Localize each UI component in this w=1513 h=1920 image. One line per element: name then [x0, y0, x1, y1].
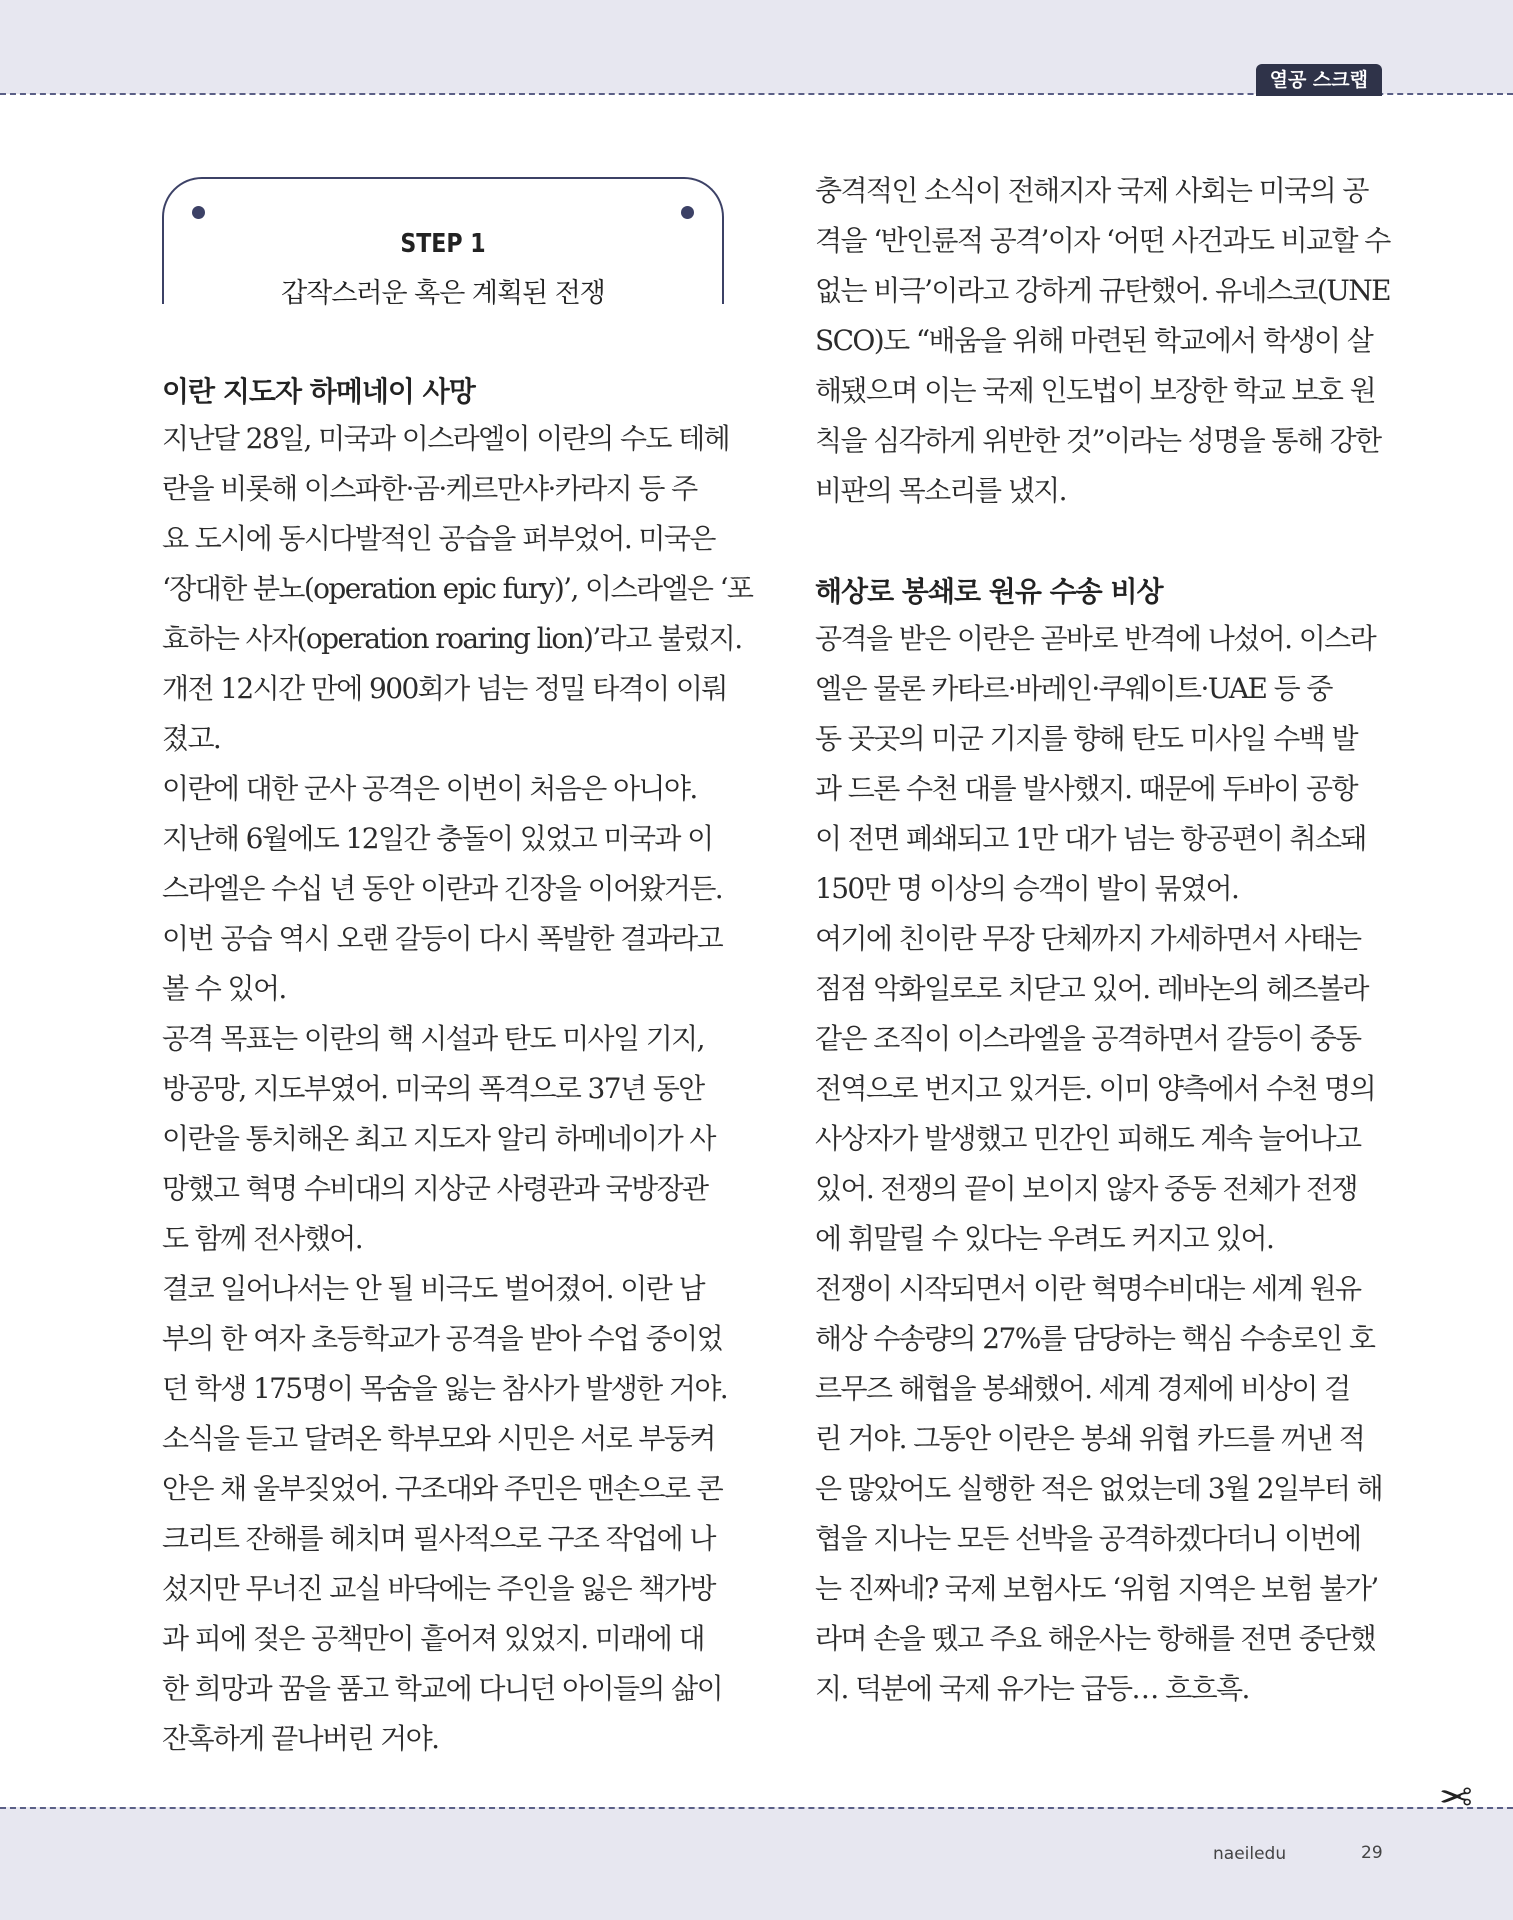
body-line: 이란에 대한 군사 공격은 이번이 처음은 아니야.: [162, 772, 697, 805]
body-line: 사상자가 발생했고 민간인 피해도 계속 늘어나고: [815, 1122, 1361, 1155]
body-line: 란을 비롯해 이스파한·곰·케르만샤·카라지 등 주: [162, 472, 697, 505]
footer-brand: naeiledu: [1213, 1844, 1287, 1864]
body-line: 점점 악화일로로 치닫고 있어. 레바논의 헤즈볼라: [815, 972, 1368, 1005]
body-line: 망했고 혁명 수비대의 지상군 사령관과 국방장관: [162, 1172, 708, 1205]
right-heading: 해상로 봉쇄로 원유 수송 비상: [815, 575, 1163, 608]
body-line: 이 전면 폐쇄되고 1만 대가 넘는 항공편이 취소돼: [815, 822, 1366, 855]
body-line: 스라엘은 수십 년 동안 이란과 긴장을 이어왔거든.: [162, 872, 723, 905]
body-line: 안은 채 울부짖었어. 구조대와 주민은 맨손으로 콘: [162, 1472, 723, 1505]
body-line: 충격적인 소식이 전해지자 국제 사회는 미국의 공: [815, 174, 1368, 207]
body-line: 지. 덕분에 국제 유가는 급등… 흐흐흑.: [815, 1672, 1249, 1705]
footer-divider: [0, 1807, 1513, 1809]
body-line: 개전 12시간 만에 900회가 넘는 정밀 타격이 이뤄: [162, 672, 727, 705]
body-line: 전역으로 번지고 있거든. 이미 양측에서 수천 명의: [815, 1072, 1376, 1105]
body-line: 는 진짜네? 국제 보험사도 ‘위험 지역은 보험 불가’: [815, 1572, 1378, 1605]
left-heading: 이란 지도자 하메네이 사망: [162, 375, 475, 408]
step-subtitle: 갑작스러운 혹은 계획된 전쟁: [281, 278, 605, 309]
body-line: 격을 ‘반인륜적 공격’이자 ‘어떤 사건과도 비교할 수: [815, 224, 1390, 257]
step-title: STEP 1: [400, 229, 486, 259]
body-line: 은 많았어도 실행한 적은 없었는데 3월 2일부터 해: [815, 1472, 1383, 1505]
body-line: 없는 비극’이라고 강하게 규탄했어. 유네스코(UNE: [815, 274, 1390, 307]
body-line: 방공망, 지도부였어. 미국의 폭격으로 37년 동안: [162, 1072, 704, 1105]
body-line: 크리트 잔해를 헤치며 필사적으로 구조 작업에 나: [162, 1522, 715, 1555]
section-tag: 열공 스크랩: [1256, 64, 1382, 96]
body-line: 한 희망과 꿈을 품고 학교에 다니던 아이들의 삶이: [162, 1672, 723, 1705]
body-line: 이번 공습 역시 오랜 갈등이 다시 폭발한 결과라고: [162, 922, 723, 955]
body-line: 졌고.: [162, 722, 221, 755]
body-line: 동 곳곳의 미군 기지를 향해 탄도 미사일 수백 발: [815, 722, 1357, 755]
body-line: 에 휘말릴 수 있다는 우려도 커지고 있어.: [815, 1222, 1274, 1255]
body-line: 르무즈 해협을 봉쇄했어. 세계 경제에 비상이 걸: [815, 1372, 1350, 1405]
body-line: 던 학생 175명이 목숨을 잃는 참사가 발생한 거야.: [162, 1372, 728, 1405]
body-line: 해상 수송량의 27%를 담당하는 핵심 수송로인 호: [815, 1322, 1375, 1355]
body-line: ‘장대한 분노(operation epic fury)’, 이스라엘은 ‘포: [162, 572, 753, 605]
body-line: 소식을 듣고 달려온 학부모와 시민은 서로 부둥켜: [162, 1422, 715, 1455]
body-line: SCO)도 “배움을 위해 마련된 학교에서 학생이 살: [815, 324, 1373, 357]
body-line: 효하는 사자(operation roaring lion)’라고 불렀지.: [162, 622, 742, 655]
scissors-icon: ✂: [1439, 1775, 1473, 1821]
body-line: 요 도시에 동시다발적인 공습을 퍼부었어. 미국은: [162, 522, 715, 555]
body-line: 볼 수 있어.: [162, 972, 286, 1005]
body-line: 잔혹하게 끝나버린 거야.: [162, 1722, 439, 1755]
body-line: 해됐으며 이는 국제 인도법이 보장한 학교 보호 원: [815, 374, 1376, 407]
body-line: 과 드론 수천 대를 발사했지. 때문에 두바이 공항: [815, 772, 1357, 805]
body-line: 비판의 목소리를 냈지.: [815, 474, 1066, 507]
page-number: 29: [1361, 1843, 1383, 1863]
body-line: 칙을 심각하게 위반한 것”이라는 성명을 통해 강한: [815, 424, 1381, 457]
body-line: 이란을 통치해온 최고 지도자 알리 하메네이가 사: [162, 1122, 715, 1155]
body-line: 결코 일어나서는 안 될 비극도 벌어졌어. 이란 남: [162, 1272, 704, 1305]
body-line: 과 피에 젖은 공책만이 흩어져 있었지. 미래에 대: [162, 1622, 704, 1655]
body-line: 전쟁이 시작되면서 이란 혁명수비대는 세계 원유: [815, 1272, 1361, 1305]
body-line: 협을 지나는 모든 선박을 공격하겠다더니 이번에: [815, 1522, 1361, 1555]
body-line: 린 거야. 그동안 이란은 봉쇄 위협 카드를 꺼낸 적: [815, 1422, 1365, 1455]
body-line: 엘은 물론 카타르·바레인·쿠웨이트·UAE 등 중: [815, 672, 1332, 705]
body-line: 지난달 28일, 미국과 이스라엘이 이란의 수도 테헤: [162, 422, 730, 455]
body-line: 공격을 받은 이란은 곧바로 반격에 나섰어. 이스라: [815, 622, 1376, 655]
body-line: 같은 조직이 이스라엘을 공격하면서 갈등이 중동: [815, 1022, 1361, 1055]
body-line: 도 함께 전사했어.: [162, 1222, 363, 1255]
body-line: 섰지만 무너진 교실 바닥에는 주인을 잃은 책가방: [162, 1572, 715, 1605]
body-line: 여기에 친이란 무장 단체까지 가세하면서 사태는: [815, 922, 1361, 955]
body-line: 지난해 6월에도 12일간 충돌이 있었고 미국과 이: [162, 822, 713, 855]
step-box: [162, 177, 724, 309]
body-line: 공격 목표는 이란의 핵 시설과 탄도 미사일 기지,: [162, 1022, 704, 1055]
body-line: 150만 명 이상의 승객이 발이 묶였어.: [815, 872, 1239, 905]
body-line: 라며 손을 뗐고 주요 해운사는 항해를 전면 중단했: [815, 1622, 1376, 1655]
body-line: 부의 한 여자 초등학교가 공격을 받아 수업 중이었: [162, 1322, 723, 1355]
dot-icon: [192, 206, 205, 219]
body-line: 있어. 전쟁의 끝이 보이지 않자 중동 전체가 전쟁: [815, 1172, 1357, 1205]
dot-icon: [681, 206, 694, 219]
